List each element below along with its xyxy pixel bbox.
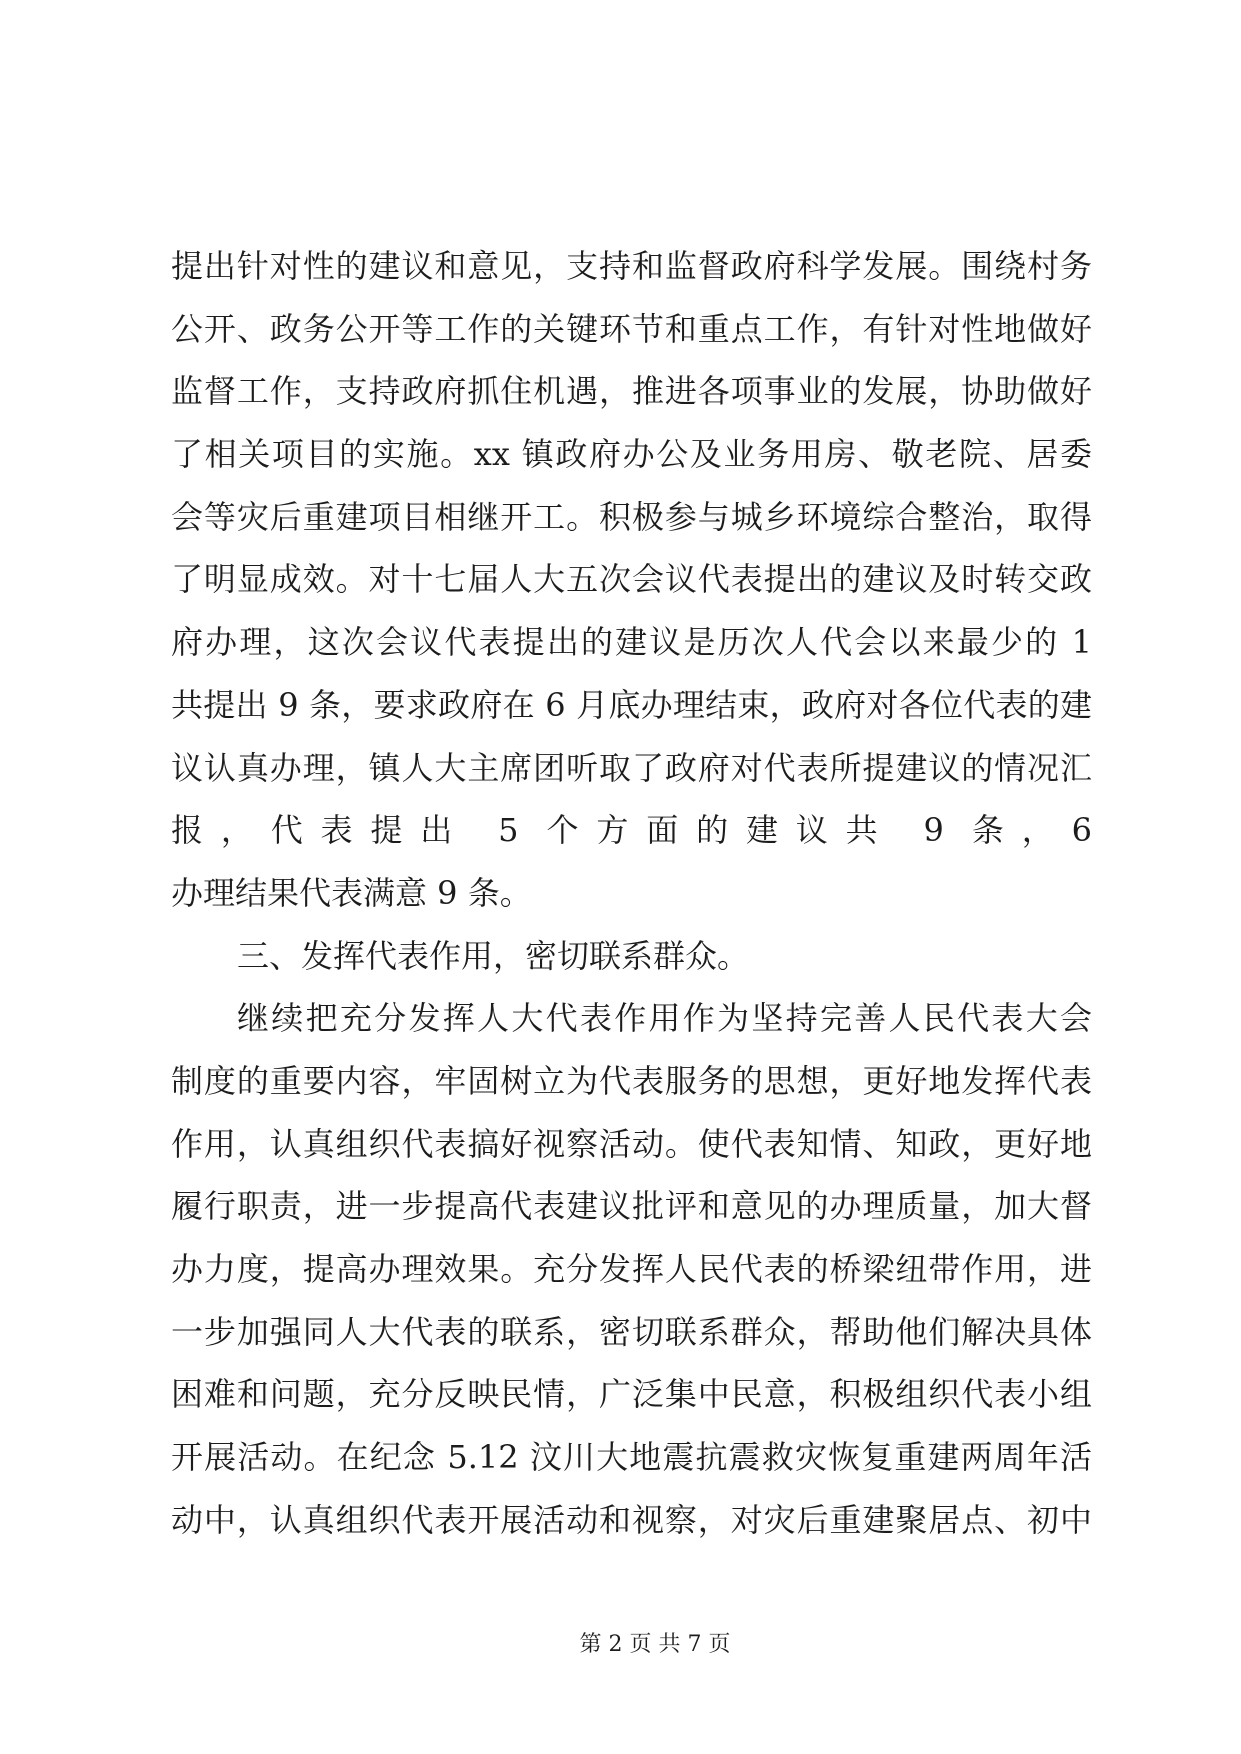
text-line: 动中，认真组织代表开展活动和视察，对灾后重建聚居点、初中	[171, 1500, 1092, 1539]
text-line: 继续把充分发挥人大代表作用作为坚持完善人民代表大会	[237, 999, 1092, 1038]
text-line: 议认真办理，镇人大主席团听取了政府对代表所提建议的情况汇	[171, 748, 1092, 787]
section-heading	[171, 925, 1092, 988]
heading-line: 三、发挥代表作用，密切联系群众。	[237, 936, 750, 975]
text-line: 一步加强同人大代表的联系，密切联系群众，帮助他们解决具体	[171, 1312, 1092, 1351]
text-line: 了明显成效。对十七届人大五次会议代表提出的建议及时转交政	[171, 560, 1092, 599]
text-line: 履行职责，进一步提高代表建议批评和意见的办理质量，加大督	[171, 1187, 1092, 1226]
body-text	[171, 235, 1092, 1551]
text-line: 制度的重要内容，牢固树立为代表服务的思想，更好地发挥代表	[171, 1061, 1092, 1100]
text-line: 办理结果代表满意 9 条。	[171, 873, 532, 912]
text-line: 府办理，这次会议代表提出的建议是历次人代会以来最少的 1	[171, 623, 1092, 662]
text-line: 困难和问题，充分反映民情，广泛集中民意，积极组织代表小组	[171, 1375, 1092, 1414]
paragraph	[171, 987, 1092, 1551]
text-line: 办力度，提高办理效果。充分发挥人民代表的桥梁纽带作用，进	[171, 1250, 1092, 1288]
text-line: 共提出 9 条，要求政府在 6 月底办理结束，政府对各位代表的建	[171, 685, 1092, 724]
page-number-footer: 第 2 页 共 7 页	[579, 1632, 731, 1657]
text-line: 会等灾后重建项目相继开工。积极参与城乡环境综合整治，取得	[171, 497, 1092, 536]
text-line: 监督工作，支持政府抓住机遇，推进各项事业的发展，协助做好	[171, 372, 1092, 411]
paragraph-continuation	[171, 235, 1092, 925]
text-line: 提出针对性的建议和意见，支持和监督政府科学发展。围绕村务	[171, 247, 1092, 285]
text-line: 公开、政务公开等工作的关键环节和重点工作，有针对性地做好	[171, 309, 1092, 348]
text-line: 报，代表提出 5 个方面的建议共 9 条，6	[171, 811, 1092, 850]
text-line: 开展活动。在纪念 5.12 汶川大地震抗震救灾恢复重建两周年活	[171, 1438, 1092, 1477]
text-line: 了相关项目的实施。xx 镇政府办公及业务用房、敬老院、居委	[171, 435, 1092, 474]
text-line: 作用，认真组织代表搞好视察活动。使代表知情、知政，更好地	[171, 1124, 1092, 1163]
